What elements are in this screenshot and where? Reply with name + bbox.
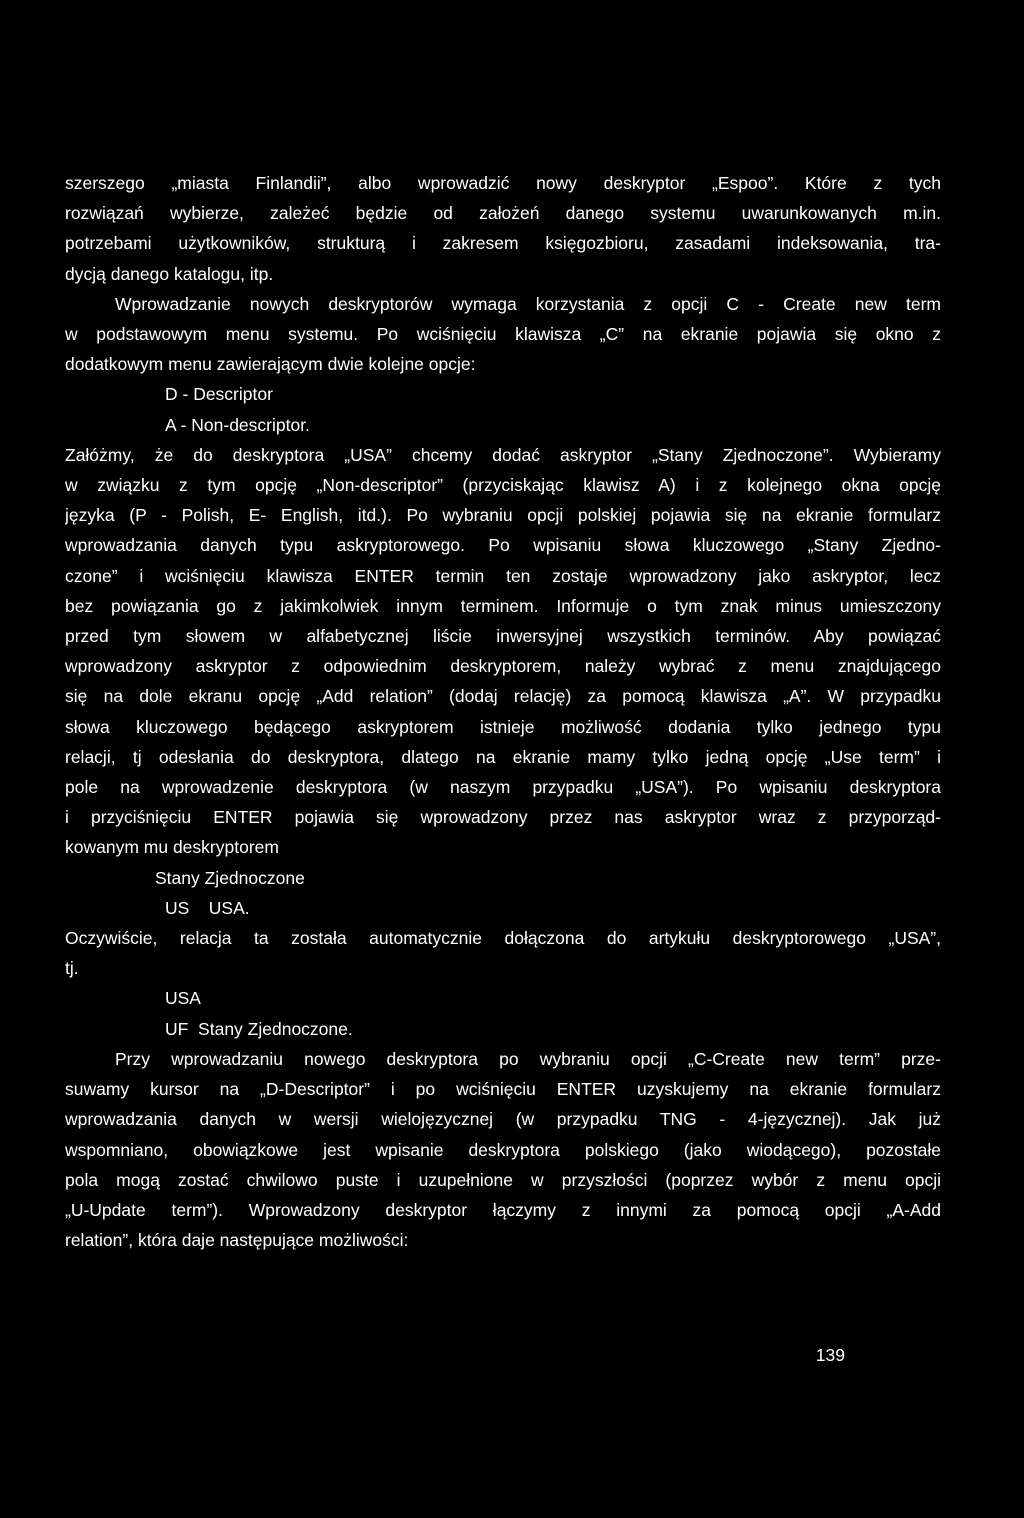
text-line: bez powiązania go z jakimkolwiek innym terminem. Informuje o tym znak minus umieszczony — [65, 595, 941, 616]
text-line: pola mogą zostać chwilowo puste i uzupełnione w przyszłości (poprzez wybór z menu opcji — [65, 1169, 941, 1190]
text-line: w podstawowym menu systemu. Po wciśnięciu klawisza „C” na ekranie pojawia się okno z — [65, 324, 941, 345]
body-text — [65, 168, 941, 1255]
text-line: się na dole ekranu opcję „Add relation” (dodaj relację) za pomocą klawisza „A”. W przypadku — [65, 686, 941, 707]
text-line: kowanym mu deskryptorem — [65, 837, 279, 858]
text-line: rozwiązań wybierze, zależeć będzie od założeń danego systemu uwarunkowanych m.in. — [65, 203, 941, 224]
example-term: USA — [165, 988, 201, 1009]
text-line: dycją danego katalogu, itp. — [65, 263, 274, 284]
text-line: i przyciśnięciu ENTER pojawia się wprowadzony przez nas askryptor wraz z przyporząd- — [65, 807, 941, 828]
text-line: szerszego „miasta Finlandii”, albo wprowadzić nowy deskryptor „Espoo”. Które z tych — [65, 173, 941, 193]
text-line: relation”, która daje następujące możliwości: — [65, 1230, 409, 1251]
text-line: potrzebami użytkowników, strukturą i zakresem księgozbioru, zasadami indeksowania, tra- — [65, 233, 941, 254]
example-relation: UF Stany Zjednoczone. — [165, 1018, 353, 1039]
text-line: wprowadzony askryptor z odpowiednim deskryptorem, należy wybrać z menu znajdującego — [65, 656, 941, 677]
page-number: 139 — [815, 1345, 845, 1365]
paragraph-start: Wprowadzanie nowych deskryptorów wymaga korzystania z opcji C - Create new term — [115, 293, 941, 314]
text-line: dodatkowym menu zawierającym dwie kolejne opcje: — [65, 354, 476, 375]
text-line: Oczywiście, relacja ta została automatycznie dołączona do artykułu deskryptorowego „USA”, — [65, 928, 941, 949]
text-line: przed tym słowem w alfabetycznej liście inwersyjnej wszystkich terminów. Aby powiązać — [65, 626, 941, 647]
example-relation: US USA. — [165, 897, 250, 918]
text-line: relacji, tj odesłania do deskryptora, dlatego na ekranie mamy tylko jedną opcję „Use term” i — [65, 746, 941, 767]
text-line: wprowadzania danych w wersji wielojęzycznej (w przypadku TNG - 4-języcznej). Jak już — [65, 1109, 941, 1130]
text-line: pole na wprowadzenie deskryptora (w naszym przypadku „USA”). Po wpisaniu deskryptora — [65, 777, 941, 798]
text-line: słowa kluczowego będącego askryptorem istnieje możliwość dodania tylko jednego typu — [65, 716, 941, 737]
example-term: Stany Zjednoczone — [155, 867, 305, 888]
paragraph-start: Przy wprowadzaniu nowego deskryptora po wybraniu opcji „C-Create new term” prze- — [115, 1048, 941, 1069]
text-line: „U-Update term”). Wprowadzony deskryptor łączymy z innymi za pomocą opcji „A-Add — [65, 1199, 941, 1220]
text-line: wprowadzania danych typu askryptorowego. Po wpisaniu słowa kluczowego „Stany Zjedno- — [65, 535, 941, 556]
text-line: wspomniano, obowiązkowe jest wpisanie deskryptora polskiego (jako wiodącego), pozostałe — [65, 1139, 941, 1160]
text-line: suwamy kursor na „D-Descriptor” i po wciśnięciu ENTER uzyskujemy na ekranie formularz — [65, 1079, 941, 1100]
text-line: w związku z tym opcję „Non-descriptor” (przyciskając klawisz A) i z kolejnego okna opcję — [65, 475, 941, 496]
text-line: tj. — [65, 958, 79, 979]
paragraph-start: Załóżmy, że do deskryptora „USA” chcemy dodać askryptor „Stany Zjednoczone”. Wybieramy — [65, 444, 941, 465]
menu-option-descriptor: D - Descriptor — [165, 384, 273, 405]
menu-option-non-descriptor: A - Non-descriptor. — [165, 414, 310, 435]
text-line: czone” i wciśnięciu klawisza ENTER termin ten zostaje wprowadzony jako askryptor, lecz — [65, 565, 941, 586]
text-line: języka (P - Polish, E- English, itd.). Po wybraniu opcji polskiej pojawia się na ekranie formularz — [65, 505, 941, 526]
